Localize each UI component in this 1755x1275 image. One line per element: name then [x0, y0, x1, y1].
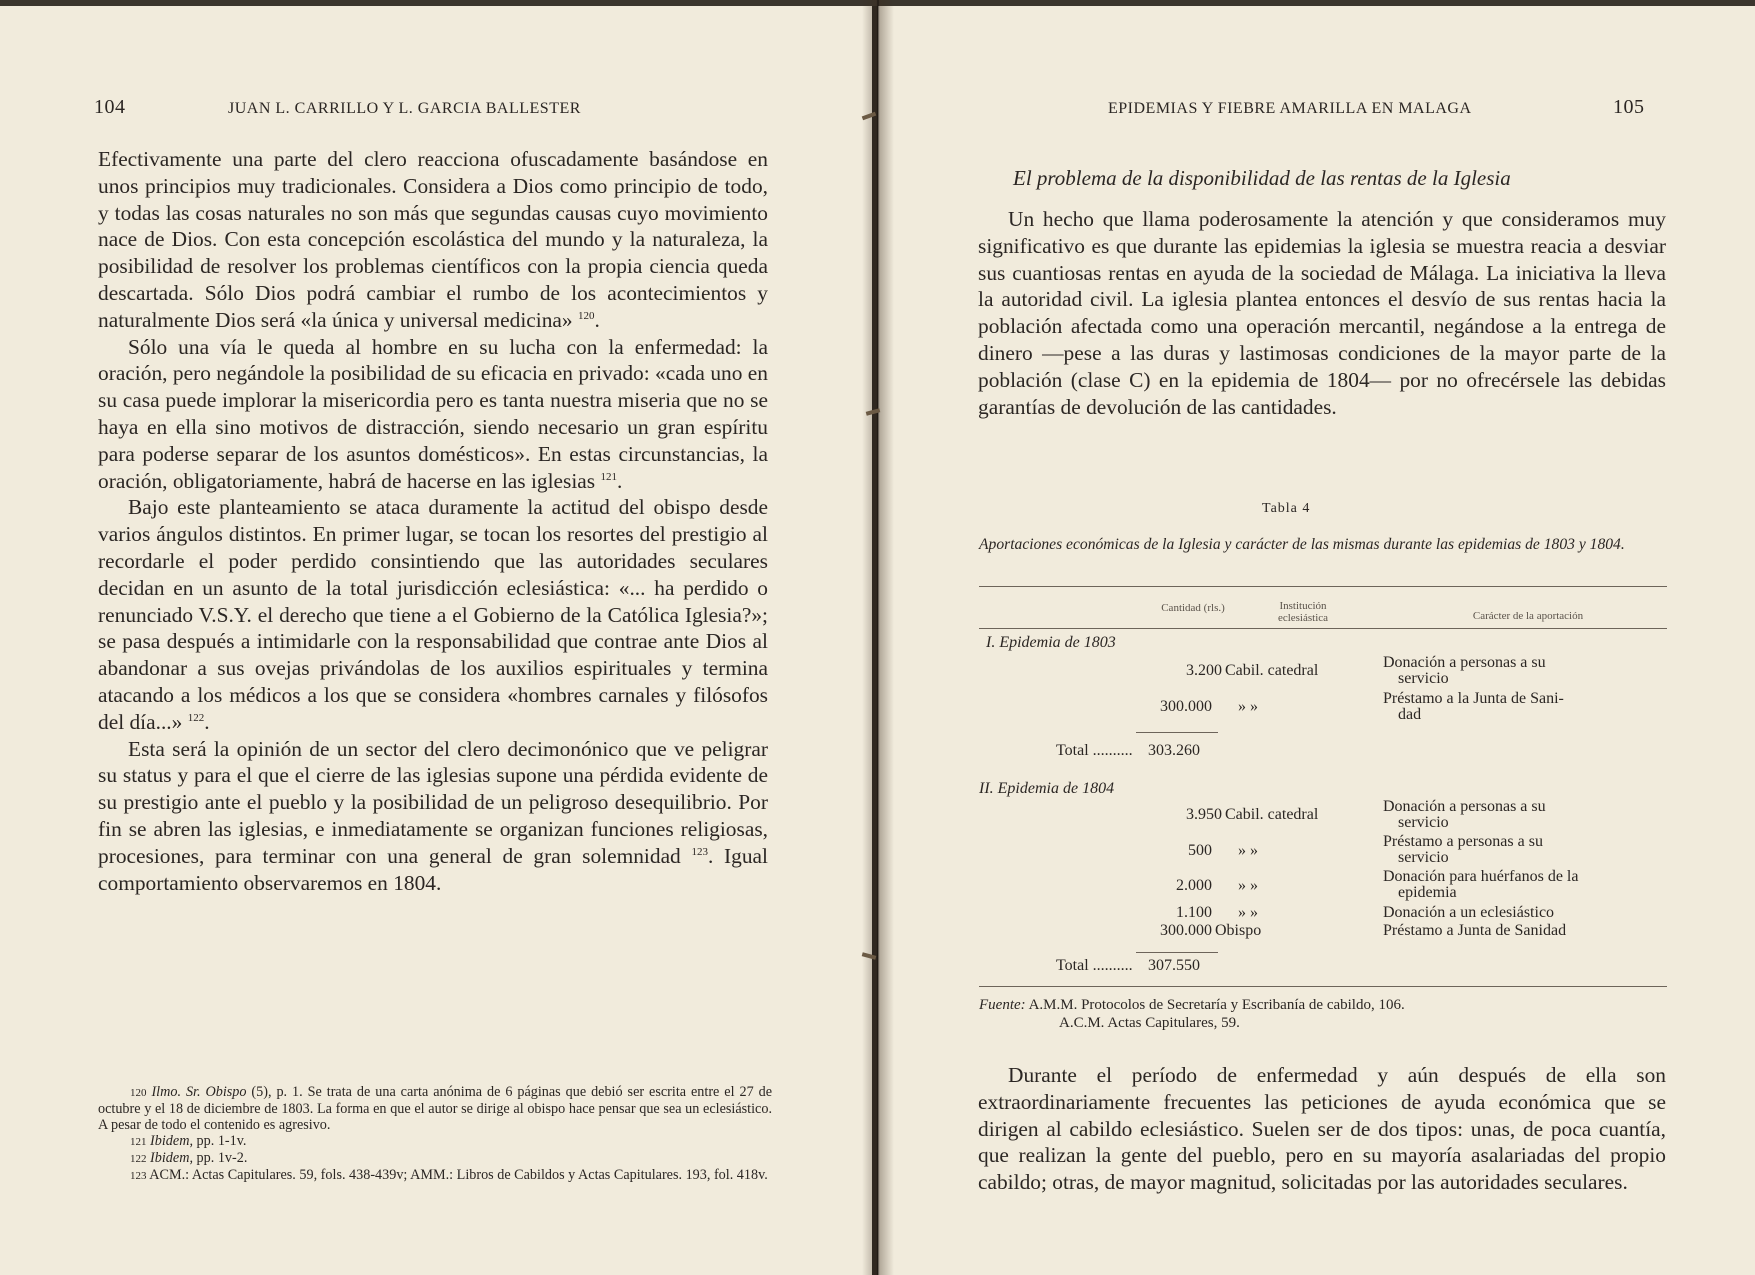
paragraph-text: . Igual comportamiento observaremos en 1804. — [98, 843, 768, 895]
cell-amount: 2.000 — [1176, 877, 1212, 894]
source-label: Fuente: — [979, 997, 1026, 1013]
footnote-italic: Ilmo. Sr. Obispo — [151, 1084, 247, 1100]
paragraph: Un hecho que llama poderosamente la atención y que consideramos muy significativo es que durante las epidemias la iglesia se muestra reacia a desviar sus cuantiosas rentas en ayuda de la sociedad de Málaga. La iniciativa la lleva la autoridad civil. La iglesia plantea entonces el desvío de sus rentas hacia la población afectada como una operación mercantil, negándose a la entrega de dinero —pese a las duras y lastimosas condiciones de la mayor parte de la población (clase C) en la epidemia de 1804— por no ofrecérsele las debidas garantías de devolución de las cantidades. — [978, 207, 1666, 419]
paragraph — [98, 736, 768, 897]
right-body-bottom — [978, 1062, 1666, 1196]
cell-character: Donación a personas a su — [1383, 654, 1546, 671]
footnote-italic: Ibidem, — [150, 1133, 193, 1149]
footnote-text: pp. 1-1v. — [193, 1133, 247, 1149]
cell-character: Donación a un eclesiástico — [1383, 904, 1555, 921]
paragraph-text: Efectivamente una parte del clero reacciona ofuscadamente basándose en unos principios muy tradicionales. Considera a Dios como principio de todo, y todas las cosas naturales no son más que segundas causas cuyo movimiento nace de Dios. Con esta concepción escolástica del mundo y la naturaleza, la posibilidad de resolver los problemas científicos con la propia ciencia queda descartada. Sólo Dios podrá cambiar el rumbo de los acontecimientos y naturalmente Dios será «la única y universal medicina» — [98, 147, 768, 332]
paragraph-text: Sólo una vía le queda al hombre en su lucha con la enfermedad: la oración, pero negándole la posibilidad de su eficacia en privado: «cada uno en su casa puede implorar la misericordia pero es tanta nuestra miseria que no se haya en ella sino motivos de distracción, siendo necesario un gran espíritu para poderse separar de los asuntos domésticos». En estas circunstancias, la oración, obligatoriamente, habrá de hacerse en las iglesias — [98, 334, 768, 493]
subtotal-rule — [1136, 952, 1218, 953]
table-bottom-rule — [979, 986, 1667, 987]
table-header-institution: Institución eclesiástica — [1277, 600, 1329, 624]
footnote-number: 121 — [130, 1136, 147, 1148]
cell-amount: 1.100 — [1176, 904, 1212, 921]
left-page — [0, 6, 872, 1275]
cell-character-cont: dad — [1398, 706, 1422, 723]
source-line-1: A.M.M. Protocolos de Secretaría y Escribanía de cabildo, 106. — [1028, 997, 1405, 1013]
footnote-ref: 123 — [691, 845, 708, 858]
table-header-amount: Cantidad (rls.) — [1161, 602, 1225, 614]
paragraph: Bajo este planteamiento se ataca duramente la actitud del obispo desde varios ángulos distintos. En primer lugar, se tocan los resortes del prestigio al recordarle el poder perdido consintiendo que las autoridades seculares decidan en un asunto de la total jurisdicción eclesiástica: «... ha perdido o renunciado V.S.Y. el derecho que tiene a el Gobierno de la Católica Iglesia?»; se pasa después a intimidarle con la responsabilidad que contrae ante Dios al abandonar a sus ovejas privándolas de los auxilios espirituales y termina atacando a los médicos a los que se considera «hombres carnales y filósofos del día...» $^{122}$. — [98, 495, 768, 734]
table-section-1804: II. Epidemia de 1804 — [979, 780, 1115, 797]
cell-character: Préstamo a la Junta de Sani- — [1383, 690, 1564, 707]
table-section-1803: I. Epidemia de 1803 — [986, 634, 1116, 651]
cell-institution: » » — [1238, 698, 1258, 715]
cell-institution: Cabil. catedral — [1225, 806, 1319, 823]
left-running-head: JUAN L. CARRILLO Y L. GARCIA BALLESTER — [228, 100, 581, 117]
footnote-number: 120 — [130, 1087, 147, 1099]
total-1803: 303.260 — [1148, 742, 1200, 759]
right-page-number: 105 — [1613, 96, 1645, 118]
footnote-text: ACM.: Actas Capitulares. 59, fols. 438-439v; AMM.: Libros de Cabildos y Actas Capitulares. 193, fol. 418v. — [149, 1167, 768, 1183]
cell-institution: Obispo — [1215, 922, 1262, 939]
cell-amount: 300.000 — [1160, 922, 1212, 939]
total-1804: 307.550 — [1148, 957, 1200, 974]
footnote — [98, 1150, 772, 1167]
table-caption: Aportaciones económicas de la Iglesia y carácter de las mismas durante las epidemias de 1803 y 1804. — [979, 536, 1625, 553]
footnote-number: 122 — [130, 1153, 147, 1165]
footnote — [98, 1084, 772, 1133]
subtotal-rule — [1136, 732, 1218, 733]
cell-character: Préstamo a Junta de Sanidad — [1383, 922, 1567, 939]
table-header-character: Carácter de la aportación — [1472, 610, 1584, 622]
paragraph-text: Esta será la opinión de un sector del clero decimonónico que ve peligrar su status y para el que el cierre de las iglesias supone una pérdida evidente de su prestigio ante el pueblo y la posibilidad de un peligroso desequilibrio. Por fin se abren las iglesias, e inmediatamente se organizan funciones religiosas, procesiones, para terminar con una general de gran solemnidad — [98, 736, 768, 868]
cell-character-cont: servicio — [1398, 849, 1449, 866]
cell-character: Préstamo a personas a su — [1383, 833, 1543, 850]
footnote-italic: Ibidem, — [150, 1150, 193, 1166]
total-label: Total .......... — [1056, 742, 1133, 759]
right-page — [878, 6, 1755, 1275]
source-line-2: A.C.M. Actas Capitulares, 59. — [1059, 1015, 1240, 1031]
left-body — [98, 146, 768, 896]
footnote-ref: 120 — [577, 309, 595, 322]
cell-institution: » » — [1238, 877, 1258, 894]
footnote-ref: 122 — [187, 711, 205, 724]
cell-character-cont: epidemia — [1398, 884, 1457, 901]
cell-amount: 500 — [1188, 842, 1212, 859]
footnote — [98, 1167, 772, 1184]
table-label: Tabla 4 — [1262, 501, 1311, 516]
table-header-rule — [979, 628, 1667, 629]
paragraph: Sólo una vía le queda al hombre en su lucha con la enfermedad: la oración, pero negándole la posibilidad de su eficacia en privado: «cada uno en su casa puede implorar la misericordia pero es tanta nuestra miseria que no se haya en ella sino motivos de distracción, siendo necesario un gran espíritu para poderse separar de los asuntos domésticos». En estas circunstancias, la oración, obligatoriamente, habrá de hacerse en las iglesias $^{121}$. — [98, 334, 768, 493]
cell-institution: » » — [1238, 842, 1258, 859]
footnote-number: 123 — [130, 1170, 147, 1182]
footnote-text: (5), p. 1. Se trata de una carta anónima de 6 páginas que debió ser escrita entre el 27 de octubre y el 18 de diciembre de 1803. La forma en que el autor se dirige al obispo hace pensar que sea un eclesiástico. A pesar de todo el contenido es agresivo. — [98, 1084, 773, 1133]
right-running-head: EPIDEMIAS Y FIEBRE AMARILLA EN MALAGA — [1108, 100, 1472, 117]
footnote — [98, 1133, 772, 1150]
book-gutter — [862, 0, 894, 1275]
paragraph: Durante el período de enfermedad y aún después de ella son extraordinariamente frecuentes las peticiones de ayuda económica que se dirigen al cabildo eclesiástico. Suelen ser de dos tipos: unas, de poca cuantía, que realizan la gente del pueblo, pero en su mayoría asalariadas del propio cabildo; otras, de mayor magnitud, solicitadas por las autoridades seculares. — [978, 1063, 1666, 1195]
cell-amount: 3.200 — [1186, 662, 1222, 679]
left-page-number: 104 — [94, 96, 126, 118]
paragraph: Efectivamente una parte del clero reacciona ofuscadamente basándose en unos principios muy tradicionales. Considera a Dios como principio de todo, y todas las cosas naturales no son más que segundas causas cuyo movimiento nace de Dios. Con esta concepción escolástica del mundo y la naturaleza, la posibilidad de resolver los problemas científicos con la propia ciencia queda descartada. Sólo Dios podrá cambiar el rumbo de los acontecimientos y naturalmente Dios será «la única y universal medicina» $^{120}$. — [98, 147, 768, 332]
cell-amount: 3.950 — [1186, 806, 1222, 823]
cell-character: Donación para huérfanos de la — [1383, 868, 1579, 885]
right-body-top — [978, 206, 1666, 420]
cell-institution: » » — [1238, 904, 1258, 921]
cell-character-cont: servicio — [1398, 814, 1449, 831]
table-top-rule — [979, 586, 1667, 587]
cell-amount: 300.000 — [1160, 698, 1212, 715]
cell-character-cont: servicio — [1398, 670, 1449, 687]
cell-character: Donación a personas a su — [1383, 798, 1546, 815]
cell-institution: Cabil. catedral — [1225, 662, 1319, 679]
footnotes — [98, 1084, 772, 1184]
footnote-ref: 121 — [600, 470, 617, 483]
section-title: El problema de la disponibilidad de las rentas de la Iglesia — [1013, 166, 1511, 190]
total-label: Total .......... — [1056, 957, 1133, 974]
table-source — [979, 996, 1405, 1014]
footnote-text: pp. 1v-2. — [193, 1150, 248, 1166]
paragraph-text: Bajo este planteamiento se ataca duramente la actitud del obispo desde varios ángulos distintos. En primer lugar, se tocan los resortes del prestigio al recordarle el poder perdido consintiendo que las autoridades seculares decidan en un asunto de la total jurisdicción eclesiástica: «... ha perdido o renunciado V.S.Y. el derecho que tiene a el Gobierno de la Católica Iglesia?»; se pasa después a intimidarle con la responsabilidad que contrae ante Dios al abandonar a sus ovejas privándolas de los auxilios espirituales y termina atacando a los médicos a los que se considera «hombres carnales y filósofos del día...» — [98, 495, 768, 734]
